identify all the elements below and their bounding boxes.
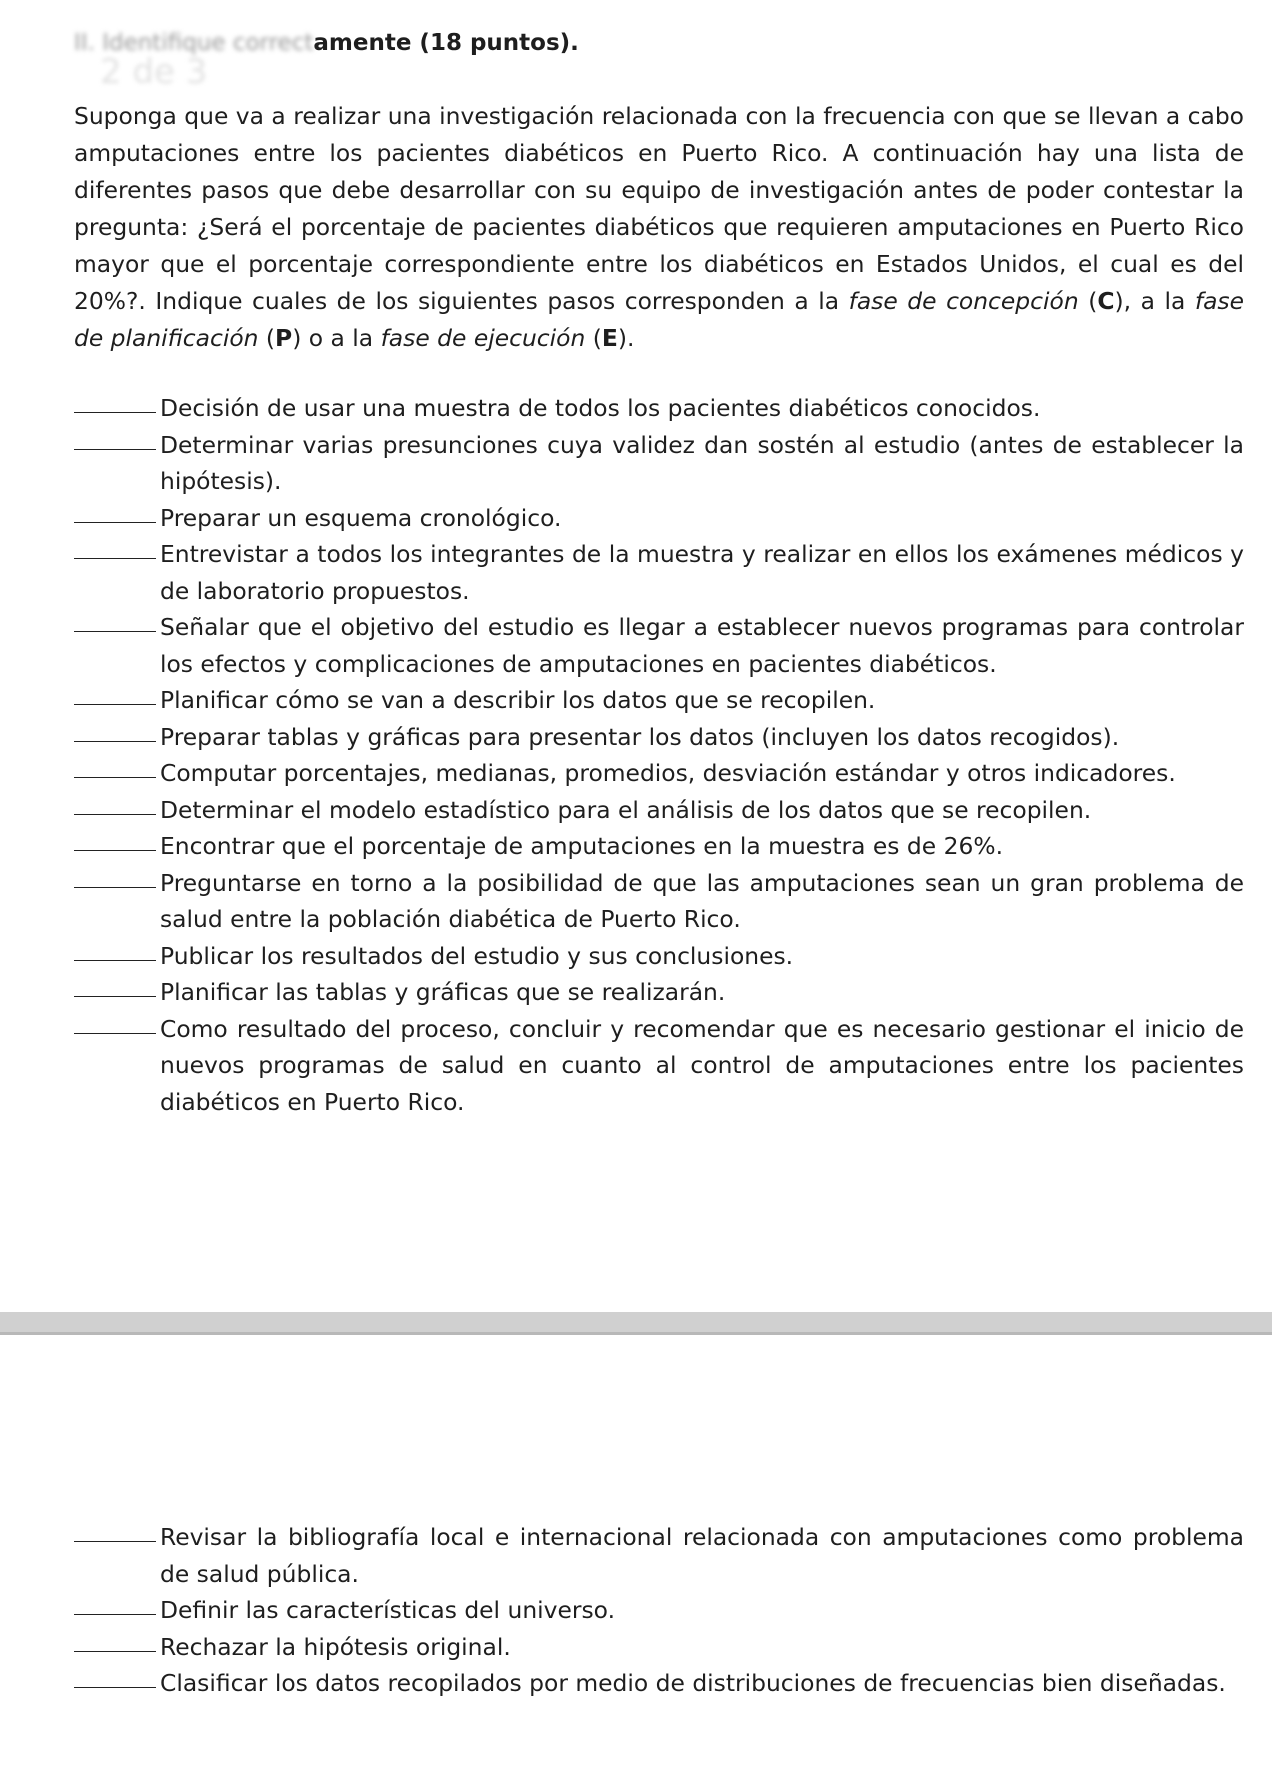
heading-visible-part: amente (18 puntos).	[313, 30, 579, 56]
list-item: Determinar varias presunciones cuya validez dan sostén al estudio (antes de establecer la hipótesis).	[74, 427, 1244, 500]
answer-blank[interactable]	[74, 682, 156, 705]
list-item: Computar porcentajes, medianas, promedios, desviación estándar y otros indicadores.	[74, 755, 1244, 792]
answer-blank[interactable]	[74, 755, 156, 778]
phase-conception: fase de concepción	[848, 287, 1079, 315]
list-item: Como resultado del proceso, concluir y recomendar que es necesario gestionar el inicio de nuevos programas de salud en cuanto al control de amputaciones entre los pacientes diabéticos en Puerto Rico.	[74, 1011, 1244, 1121]
steps-list-top	[74, 390, 1244, 1120]
phase-planning: fase de planificación	[74, 287, 1245, 352]
answer-blank[interactable]	[74, 974, 156, 997]
answer-blank[interactable]	[74, 609, 156, 632]
answer-blank[interactable]	[74, 1519, 156, 1542]
list-item: Decisión de usar una muestra de todos los pacientes diabéticos conocidos.	[74, 390, 1244, 427]
list-item: Clasificar los datos recopilados por medio de distribuciones de frecuencias bien diseñadas.	[74, 1665, 1244, 1702]
answer-blank[interactable]	[74, 390, 156, 413]
answer-blank[interactable]	[74, 1011, 156, 1034]
list-item: Planificar las tablas y gráficas que se realizarán.	[74, 974, 1244, 1011]
list-item: Definir las características del universo.	[74, 1592, 1244, 1629]
answer-blank[interactable]	[74, 500, 156, 523]
list-item: Rechazar la hipótesis original.	[74, 1629, 1244, 1666]
answer-blank[interactable]	[74, 1592, 156, 1615]
answer-blank[interactable]	[74, 938, 156, 961]
answer-blank[interactable]	[74, 865, 156, 888]
instructions-paragraph: Suponga que va a realizar una investigación relacionada con la frecuencia con que se llevan a cabo amputaciones entre los pacientes diabéticos en Puerto Rico. A continuación hay una lista de diferentes pasos que debe desarrollar con su equipo de investigación antes de poder contestar la pregunta: ¿Será el porcentaje de pacientes diabéticos que requieren amputaciones en Puerto Rico mayor que el porcentaje correspondiente entre los diabéticos en Estados Unidos, el cual es del 20%?. Indique cuales de los siguientes pasos corresponden a la fase de concepción (C), a la fase de planificación (P) o a la fase de ejecución (E).	[74, 102, 1245, 352]
page-separator	[0, 1312, 1272, 1335]
list-item: Determinar el modelo estadístico para el análisis de los datos que se recopilen.	[74, 792, 1244, 829]
list-item: Señalar que el objetivo del estudio es llegar a establecer nuevos programas para controlar los efectos y complicaciones de amputaciones en pacientes diabéticos.	[74, 609, 1244, 682]
page-number-ghost: 2 de 3	[100, 52, 208, 92]
answer-blank[interactable]	[74, 536, 156, 559]
list-item: Entrevistar a todos los integrantes de la muestra y realizar en ellos los exámenes médicos y de laboratorio propuestos.	[74, 536, 1244, 609]
list-item: Preparar tablas y gráficas para presentar los datos (incluyen los datos recogidos).	[74, 719, 1244, 756]
answer-blank[interactable]	[74, 719, 156, 742]
answer-blank[interactable]	[74, 1665, 156, 1688]
list-item: Planificar cómo se van a describir los datos que se recopilen.	[74, 682, 1244, 719]
list-item: Revisar la bibliografía local e internacional relacionada con amputaciones como problema de salud pública.	[74, 1519, 1244, 1592]
steps-list-bottom	[74, 1519, 1244, 1702]
list-item: Preparar un esquema cronológico.	[74, 500, 1244, 537]
section-heading	[74, 30, 579, 56]
answer-blank[interactable]	[74, 427, 156, 450]
phase-execution: fase de ejecución	[380, 324, 586, 352]
list-item: Publicar los resultados del estudio y sus conclusiones.	[74, 938, 1244, 975]
list-item: Encontrar que el porcentaje de amputaciones en la muestra es de 26%.	[74, 828, 1244, 865]
answer-blank[interactable]	[74, 828, 156, 851]
heading-blurred-part: II. Identifique correct	[74, 30, 314, 56]
list-item: Preguntarse en torno a la posibilidad de que las amputaciones sean un gran problema de salud entre la población diabética de Puerto Rico.	[74, 865, 1244, 938]
answer-blank[interactable]	[74, 792, 156, 815]
answer-blank[interactable]	[74, 1629, 156, 1652]
